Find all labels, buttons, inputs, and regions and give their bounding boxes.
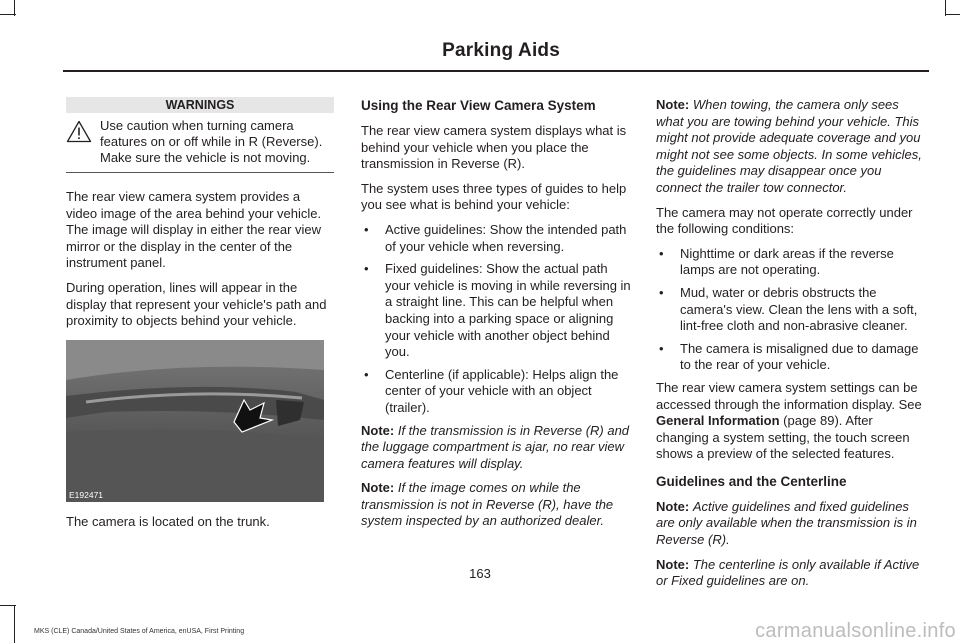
note-label: Note: [656,97,690,112]
column-3 [656,97,928,598]
note-label: Note: [656,556,690,572]
warning-triangle-icon [66,118,100,166]
note-text: If the transmission is in Reverse (R) and the luggage compartment is ajar, no rear view camera features will display. [361,422,630,471]
watermark[interactable]: carmanualsonline.info [755,620,956,642]
bullet-list [656,246,928,374]
bullet-list [361,222,631,417]
warning-text: Use caution when turning camera features on or off while in R (Reverse). Make sure the vehicle is not moving. [100,118,323,165]
crop-mark [0,14,16,15]
section-heading: Using the Rear View Camera System [361,98,596,113]
paragraph [656,380,928,463]
column-1 [66,97,334,538]
crop-mark [14,605,15,643]
list-item: • The camera is misaligned due to damage to the rear of your vehicle. [656,341,928,374]
warnings-title: WARNINGS [66,97,334,113]
page-number: 163 [469,566,491,581]
list-item: • Nighttime or dark areas if the reverse lamps are not operating. [656,246,928,279]
note [656,499,928,549]
figure-code: E192471 [69,489,104,500]
figure-caption: The camera is located on the trunk. [66,513,270,529]
note-label: Note: [656,498,690,514]
footer-text: MKS (CLE) Canada/United States of America, enUSA, First Printing [34,628,245,635]
note-text: If the image comes on while the transmission is not in Reverse (R), have the system inspected by an authorized dealer. [361,480,614,529]
paragraph: The camera may not operate correctly under the following conditions: [656,204,913,237]
header-rule [63,70,929,72]
crop-mark [945,14,960,15]
page-title: Parking Aids [442,40,560,61]
general-information-link[interactable]: General Information [656,413,780,429]
note-label: Note: [361,422,395,438]
crop-mark [0,605,16,606]
note [656,97,928,197]
paragraph: The rear view camera system provides a video image of the area behind your vehicle. The image will display in either the rear view mirror or the display in the center of the instrument panel. [66,189,322,271]
warning-box [66,113,334,173]
note [361,480,631,530]
list-item: • Mud, water or debris obstructs the camera's view. Clean the lens with a soft, lint-free cloth and non-abrasive cleaner. [656,285,928,335]
list-item: • Fixed guidelines: Show the actual path your vehicle is moving in while reversing in a straight line. This can be helpful when backing into a parking space or aligning your vehicle with another object behind you. [361,261,631,361]
trunk-camera-illustration [66,340,324,502]
note-text: Active guidelines and fixed guidelines are only available when the transmission is in Reverse (R). [656,498,917,548]
paragraph: During operation, lines will appear in the display that represent your vehicle's path and proximity to objects behind your vehicle. [66,279,327,329]
column-2 [361,97,631,538]
note [361,423,631,473]
note-label: Note: [361,480,395,496]
list-item: • Centerline (if applicable): Helps align the center of your vehicle with an object (trailer). [361,367,631,417]
note-text: When towing, the camera only sees what you are towing behind your vehicle. This might not provide adequate coverage and you might not see some objects. In some vehicles, the guidelines may disappear once you connect the trailer tow connector. [656,97,922,195]
list-item: • Active guidelines: Show the intended path of your vehicle when reversing. [361,222,631,255]
paragraph: The rear view camera system displays what is behind your vehicle when you place the transmission in Reverse (R). [361,123,627,172]
text: (page 89). After changing a system setting, the touch screen shows a preview of the selected features. [656,413,910,462]
note-text: The centerline is only available if Active or Fixed guidelines are on. [656,556,920,589]
paragraph: The system uses three types of guides to help you see what is behind your vehicle: [361,180,627,213]
section-heading: Guidelines and the Centerline [656,473,847,489]
text: The rear view camera system settings can be accessed through the information display. See [656,379,922,412]
trunk-image [66,340,324,502]
